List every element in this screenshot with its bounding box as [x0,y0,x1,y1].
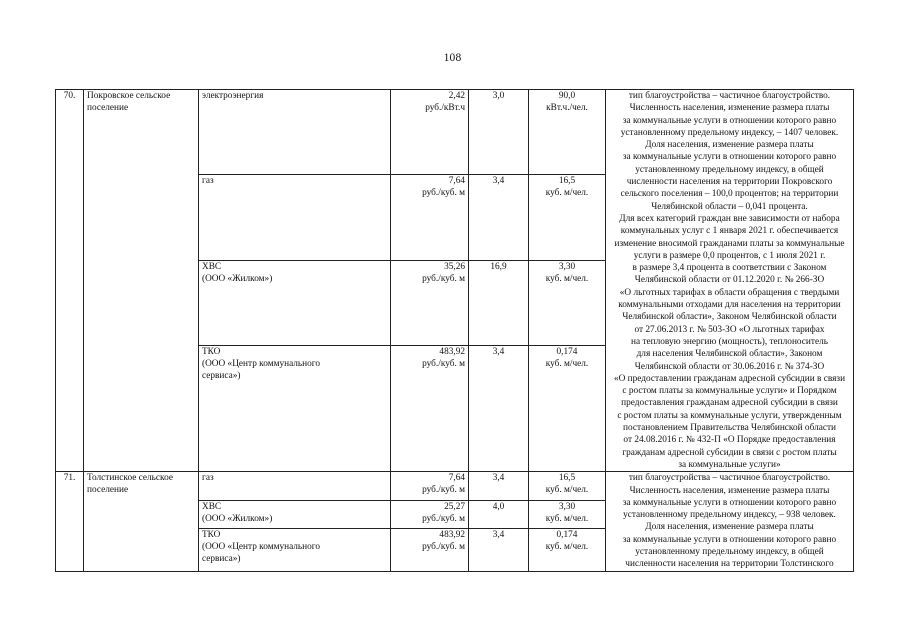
note-line: Доля населения, изменение размера платы [645,522,814,533]
service-index: 3,4 [469,529,529,571]
service-norm: 3,30 куб. м/чел. [529,500,606,529]
service-rate: 7,64 руб./куб. м [391,472,469,501]
service-index: 4,0 [469,500,529,529]
service-name: газ [199,175,391,260]
table-row [56,472,854,501]
service-index: 16,9 [469,260,529,345]
note-line: за коммунальные услуги в отношении которого равно [622,534,837,545]
service-norm: 3,30 куб. м/чел. [529,260,606,345]
note-line: сельского поселения – 100,0 процентов; на территории [620,189,839,200]
service-name: ХВС (ООО «Жилком») [199,500,391,529]
note-line: Челябинской области», Законом Челябинской области [622,312,837,323]
note-line: тип благоустройства – частичное благоустройство. [628,473,831,484]
note-line: услуги в размере 0,0 процентов, с 1 июля 2021 г. [633,250,826,261]
note-line: предоставления гражданам адресной субсидии в связи [621,398,838,409]
note-line: установленному предельному индексу, – 1407 человек. [620,127,839,138]
service-rate: 483,92 руб./куб. м [391,345,469,471]
service-rate: 483,92 руб./куб. м [391,529,469,571]
note-line: «О льготных тарифах в области обращения с твердыми [619,287,840,298]
note-line: установленному предельному индексу, – 938 человек. [623,510,836,521]
service-norm: 0,174 куб. м/чел. [529,345,606,471]
service-index: 3,4 [469,472,529,501]
note-line: «О предоставлении гражданам адресной субсидии в связи [613,373,846,384]
note-line: постановлением Правительства Челябинской области [622,423,836,434]
service-name: ТКО (ООО «Центр коммунального сервиса») [199,529,391,571]
service-rate: 35,26 руб./куб. м [391,260,469,345]
table-row [56,90,854,175]
settlement-note [606,90,854,472]
settlement-note [606,472,854,571]
note-line: за коммунальные услуги в отношении которого равно [622,497,837,508]
note-line: для населения Челябинской области», Законом [636,349,823,360]
service-norm: 90,0 кВт.ч./чел. [529,90,606,175]
service-norm: 0,174 куб. м/чел. [529,529,606,571]
note-line: за коммунальные услуги» [678,459,781,470]
note-line: в размере 3,4 процента в соответствии с Законом [632,263,827,274]
note-line: коммунальных услуг с 1 января 2021 г. обеспечивается [620,226,839,237]
note-line: изменение вносимой гражданами платы за коммунальные [614,238,845,249]
note-line: с ростом платы за коммунальные услуги» и Порядком [622,386,837,397]
note-line: гражданам адресной субсидии в связи с ростом платы [622,447,837,458]
note-line: Челябинской области – 0,041 процента. [651,201,808,212]
note-line: от 27.06.2013 г. № 503-ЗО «О льготных тарифах [634,324,825,335]
note-line: за коммунальные услуги в отношении которого равно [622,152,837,163]
note-line: на тепловую энергию (мощность), теплоноситель [631,336,828,347]
service-name: ХВС (ООО «Жилком») [199,260,391,345]
note-line: Численность населения, изменение размера платы [629,485,830,496]
service-rate: 25,27 руб./куб. м [391,500,469,529]
service-name: газ [199,472,391,501]
note-line: с ростом платы за коммунальные услуги, утвержденным [617,410,842,421]
service-name: ТКО (ООО «Центр коммунального сервиса») [199,345,391,471]
note-line: численности населения на территории Толстинского [625,559,834,570]
note-line: установленному предельному индексу, в общей [635,164,824,175]
note-line: за коммунальные услуги в отношении которого равно [622,115,837,126]
note-line: установленному предельному индексу, в общей [635,546,824,557]
tariff-table [55,89,854,572]
service-index: 3,4 [469,175,529,260]
note-line: Численность населения, изменение размера платы [629,103,830,114]
note-line: Челябинской области от 30.06.2016 г. № 374-ЗО [634,361,825,372]
row-number: 71. [56,472,84,571]
settlement-name: Покровское сельское поселение [84,90,199,472]
note-line: Доля населения, изменение размера платы [645,140,814,151]
service-norm: 16,5 куб. м/чел. [529,175,606,260]
note-line: от 24.08.2016 г. № 432-П «О Порядке предоставления [623,435,836,446]
service-rate: 7,64 руб./куб. м [391,175,469,260]
row-number: 70. [56,90,84,472]
note-line: численности населения на территории Покровского [626,177,833,188]
note-line: Челябинской области от 01.12.2020 г. № 266-ЗО [634,275,825,286]
service-norm: 16,5 куб. м/чел. [529,472,606,501]
service-rate: 2,42 руб./кВт.ч [391,90,469,175]
note-line: коммунальными отходами для населения на территории [618,300,841,311]
service-index: 3,0 [469,90,529,175]
service-index: 3,4 [469,345,529,471]
settlement-name: Толстинское сельское поселение [84,472,199,571]
note-line: тип благоустройства – частичное благоустройство. [628,91,831,101]
page-number: 108 [443,52,462,64]
service-name: электроэнергия [199,90,391,175]
note-line: Для всех категорий граждан вне зависимости от набора [619,213,840,224]
